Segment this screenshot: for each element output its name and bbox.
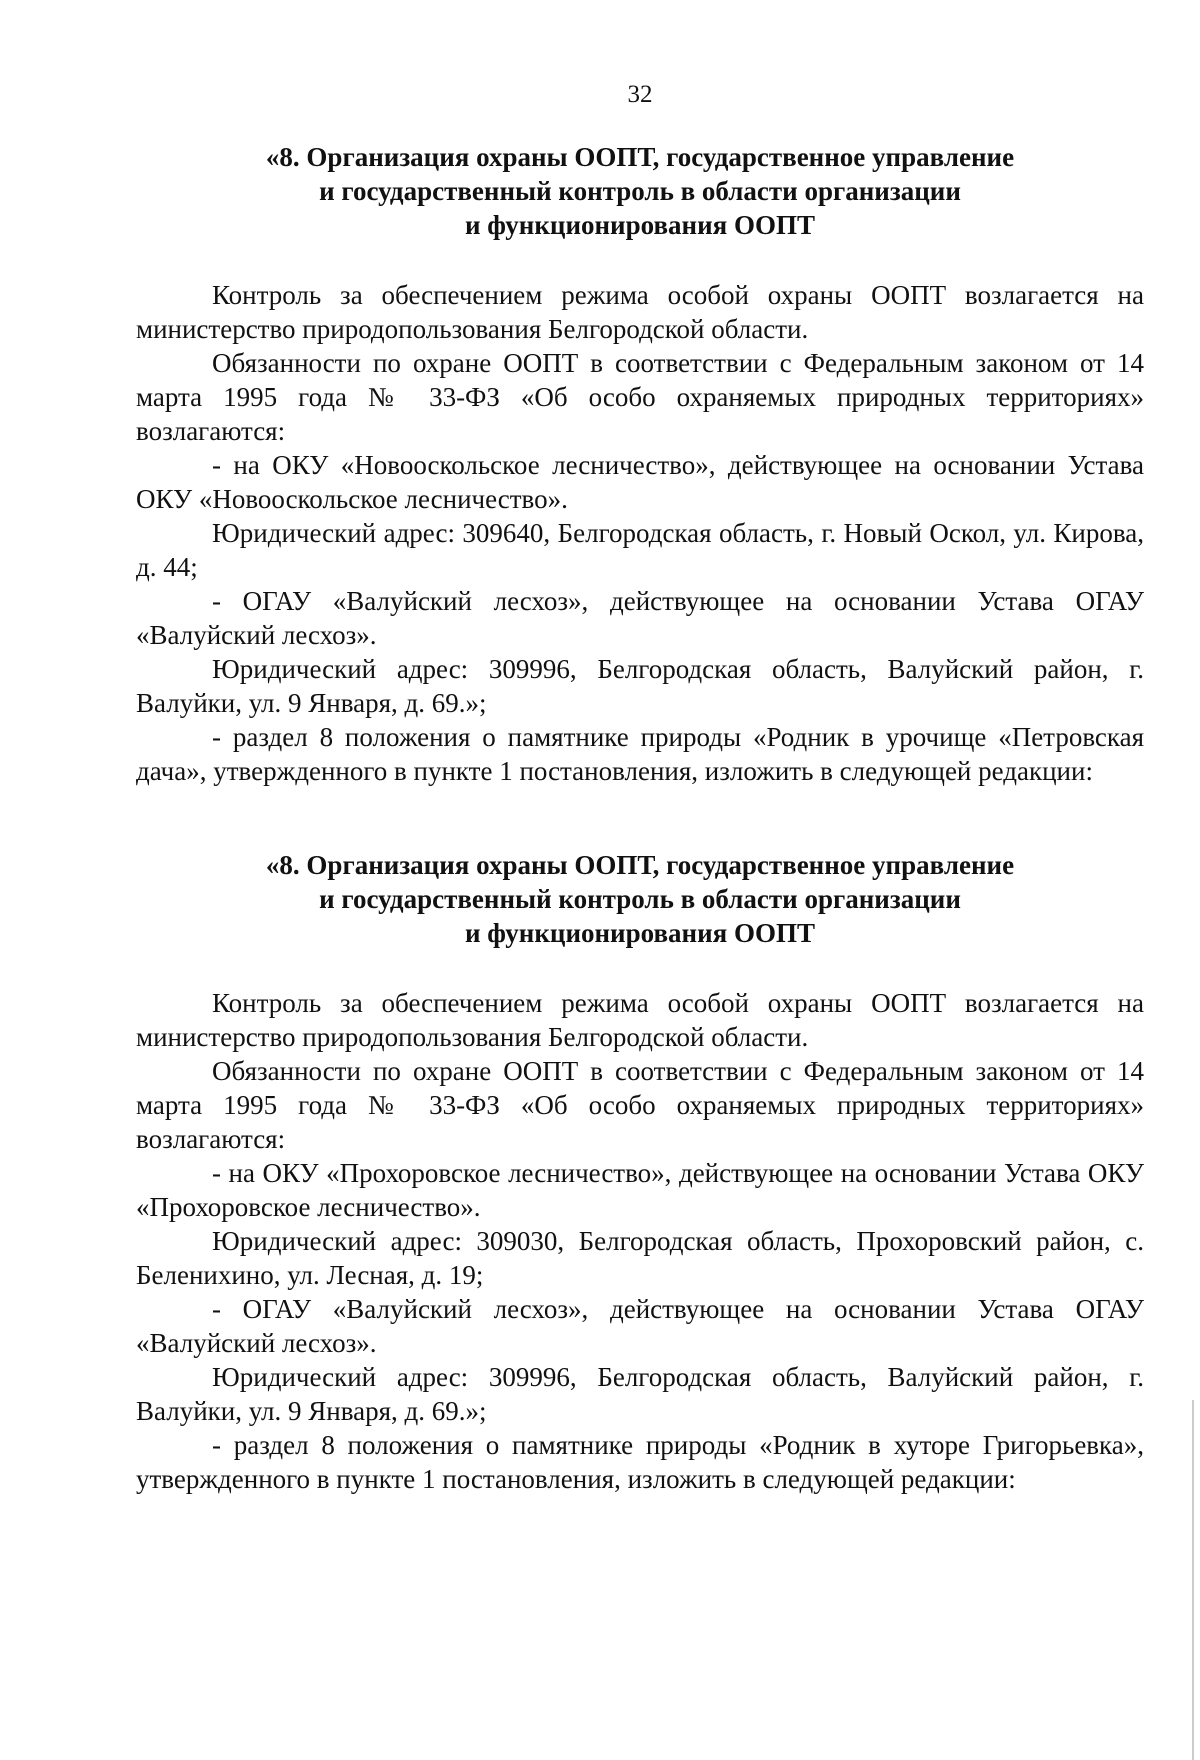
paragraph-amendment: - раздел 8 положения о памятнике природы «Родник в хуторе Григорьевка», утвержденного в пункте 1 постановления, изложить в следующей редакции:	[136, 1430, 1144, 1494]
paragraph-control: Контроль за обеспечением режима особой охраны ООПТ возлагается на министерство природопользования Белгородской области.	[136, 280, 1144, 344]
section-1	[136, 140, 1144, 788]
heading-line: и функционирования ООПТ	[464, 918, 816, 948]
heading-line: и государственный контроль в области организации	[319, 176, 961, 206]
paragraph-address: Юридический адрес: 309640, Белгородская область, г. Новый Оскол, ул. Кирова, д. 44;	[136, 518, 1144, 582]
paragraph-control: Контроль за обеспечением режима особой охраны ООПТ возлагается на министерство природопользования Белгородской области.	[136, 988, 1144, 1052]
page-number: 32	[627, 81, 653, 108]
paragraph-leskhoz: - ОГАУ «Валуйский лесхоз», действующее на основании Устава ОГАУ «Валуйский лесхоз».	[136, 1294, 1144, 1358]
scan-edge-line	[1192, 1400, 1194, 1760]
paragraph-address: Юридический адрес: 309996, Белгородская область, Валуйский район, г. Валуйки, ул. 9 Января, д. 69.»;	[136, 654, 1144, 718]
paragraph-duties: Обязанности по охране ООПТ в соответствии с Федеральным законом от 14 марта 1995 года № 33-ФЗ «Об особо охраняемых природных территориях» возлагаются:	[136, 348, 1144, 446]
paragraph-leskhoz: - ОГАУ «Валуйский лесхоз», действующее на основании Устава ОГАУ «Валуйский лесхоз».	[136, 586, 1144, 650]
section-body	[136, 986, 1144, 1496]
paragraph-amendment: - раздел 8 положения о памятнике природы «Родник в урочище «Петровская дача», утвержденного в пункте 1 постановления, изложить в следующей редакции:	[136, 722, 1144, 786]
paragraph-address: Юридический адрес: 309996, Белгородская область, Валуйский район, г. Валуйки, ул. 9 Января, д. 69.»;	[136, 1362, 1144, 1426]
paragraph-forestry: - на ОКУ «Прохоровское лесничество», действующее на основании Устава ОКУ «Прохоровское лесничество».	[136, 1158, 1144, 1222]
heading-line: и государственный контроль в области организации	[319, 884, 961, 914]
heading-line: «8. Организация охраны ООПТ, государственное управление	[265, 850, 1015, 880]
paragraph-address: Юридический адрес: 309030, Белгородская область, Прохоровский район, с. Беленихино, ул. Лесная, д. 19;	[136, 1226, 1144, 1290]
section-body	[136, 278, 1144, 788]
heading-line: и функционирования ООПТ	[464, 210, 816, 240]
section-heading	[136, 140, 1144, 242]
paragraph-duties: Обязанности по охране ООПТ в соответствии с Федеральным законом от 14 марта 1995 года № 33-ФЗ «Об особо охраняемых природных территориях» возлагаются:	[136, 1056, 1144, 1154]
paragraph-forestry: - на ОКУ «Новооскольское лесничество», действующее на основании Устава ОКУ «Новооскольское лесничество».	[136, 450, 1144, 514]
section-heading	[136, 848, 1144, 950]
section-2	[136, 848, 1144, 1496]
heading-line: «8. Организация охраны ООПТ, государственное управление	[265, 142, 1015, 172]
